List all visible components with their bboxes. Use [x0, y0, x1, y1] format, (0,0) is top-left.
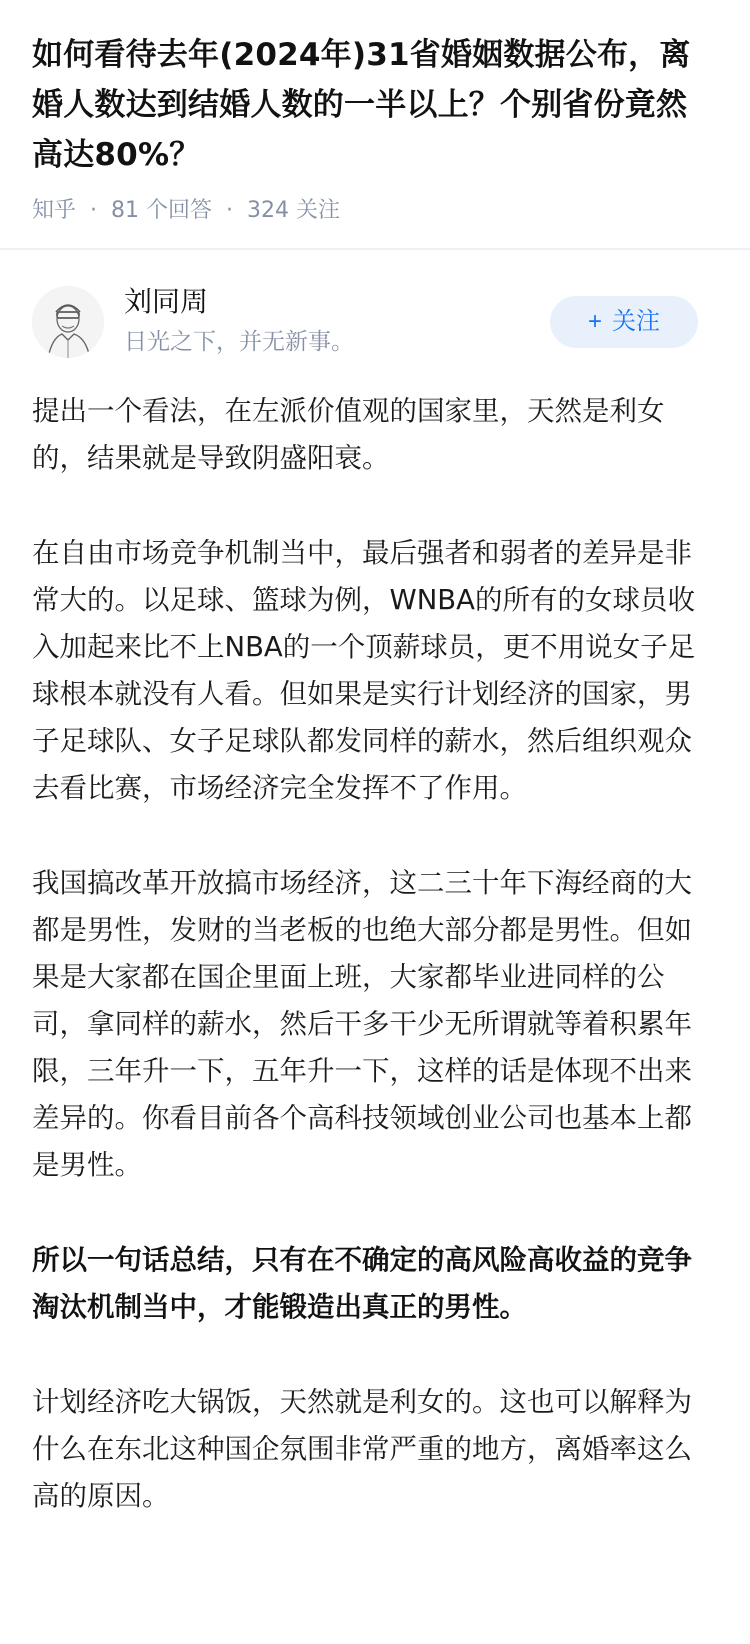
- answer-body: [32, 388, 718, 1568]
- separator-dot: ·: [226, 198, 234, 223]
- follow-label: 关注: [612, 308, 660, 335]
- follow-count: 324 关注: [247, 198, 341, 223]
- answer-paragraph-bold: 所以一句话总结，只有在不确定的高风险高收益的竞争淘汰机制当中，才能锻造出真正的男性。: [32, 1244, 692, 1323]
- question-title[interactable]: 如何看待去年(2024年)31省婚姻数据公布，离婚人数达到结婚人数的一半以上？个别省份竟然高达80%？: [32, 37, 691, 173]
- question-header: [0, 0, 750, 250]
- source-label[interactable]: 知乎: [32, 198, 77, 223]
- plus-icon: +: [587, 308, 602, 335]
- answer-count[interactable]: 81 个回答: [111, 198, 213, 223]
- follow-button[interactable]: [550, 296, 698, 348]
- author-row: [0, 272, 750, 372]
- answer-paragraph: 在自由市场竞争机制当中，最后强者和弱者的差异是非常大的。以足球、篮球为例，WNBA的所有的女球员收入加起来比不上NBA的一个顶薪球员，更不用说女子足球根本就没有人看。但如果是实行计划经济的国家，男子足球队、女子足球队都发同样的薪水，然后组织观众去看比赛，市场经济完全发挥不了作用。: [32, 537, 696, 804]
- author-name[interactable]: 刘同周: [124, 285, 209, 318]
- sketch-avatar-icon: [32, 286, 104, 358]
- answer-paragraph: 提出一个看法，在左派价值观的国家里，天然是利女的，结果就是导致阴盛阳衰。: [32, 395, 665, 474]
- avatar[interactable]: [32, 286, 104, 358]
- fade-overlay: [0, 1570, 750, 1644]
- separator-dot: ·: [90, 198, 98, 223]
- answer-paragraph: 我国搞改革开放搞市场经济，这二三十年下海经商的大都是男性，发财的当老板的也绝大部分都是男性。但如果是大家都在国企里面上班，大家都毕业进同样的公司，拿同样的薪水，然后干多干少无所谓就等着积累年限，三年升一下，五年升一下，这样的话是体现不出来差异的。你看目前各个高科技领域创业公司也基本上都是男性。: [32, 867, 692, 1181]
- author-bio: 日光之下，并无新事。: [124, 329, 354, 355]
- question-meta: [32, 194, 340, 228]
- answer-paragraph: 计划经济吃大锅饭，天然就是利女的。这也可以解释为什么在东北这种国企氛围非常严重的地方，离婚率这么高的原因。: [32, 1386, 692, 1512]
